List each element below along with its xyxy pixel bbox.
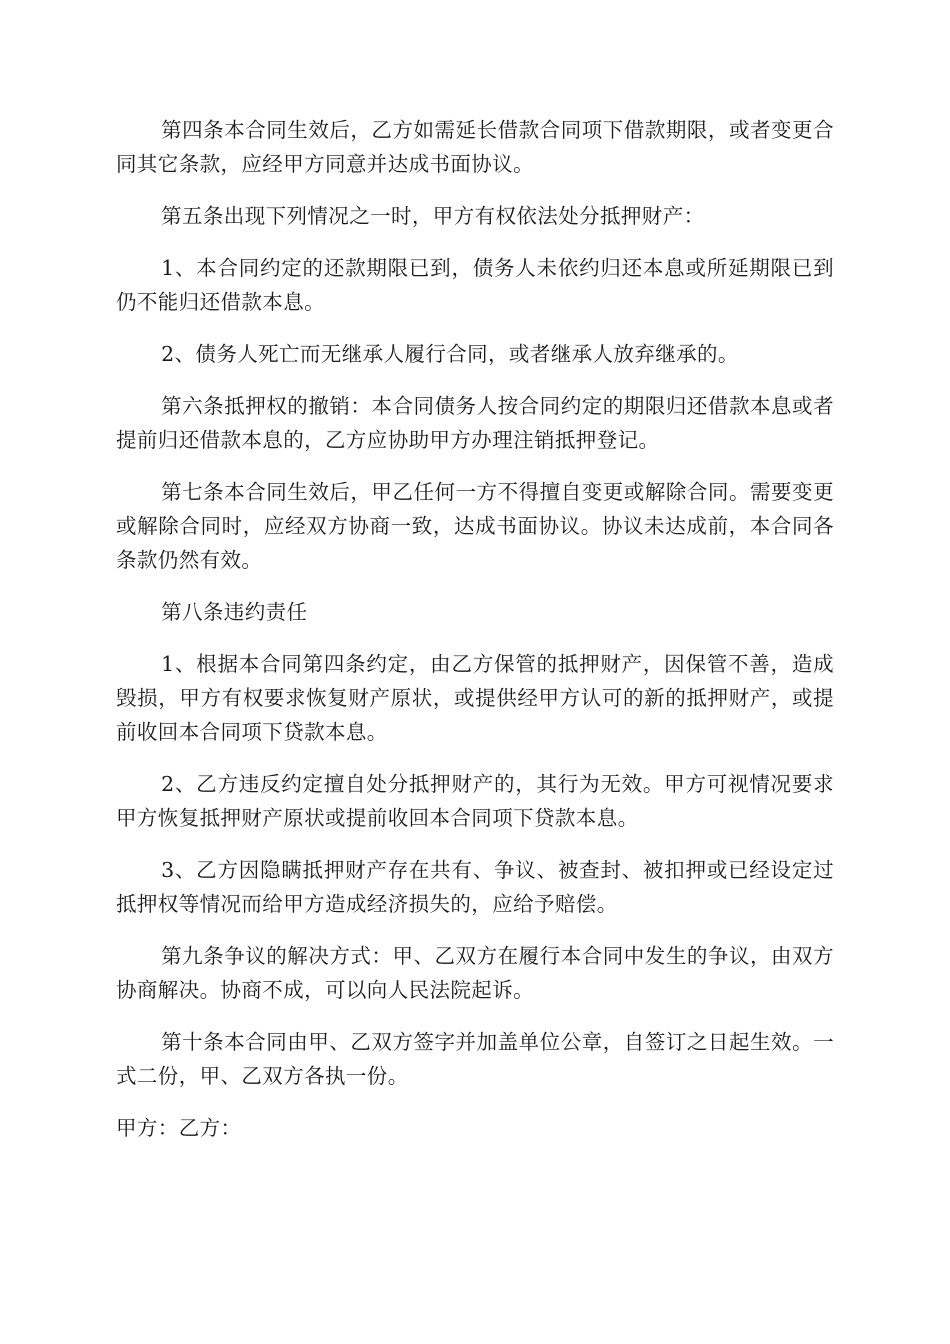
article-5-paragraph: 第五条出现下列情况之一时，甲方有权依法处分抵押财产：	[161, 204, 705, 228]
article-5-item-2: 2、债务人死亡而无继承人履行合同，或者继承人放弃继承的。	[161, 342, 739, 366]
document-page	[116, 113, 834, 1163]
article-8-item-1: 1、根据本合同第四条约定，由乙方保管的抵押财产，因保管不善，造成毁损，甲方有权要求恢复财产原状，或提供经甲方认可的新的抵押财产，或提前收回本合同项下贷款本息。	[116, 652, 834, 744]
article-8-item-2: 2、乙方违反约定擅自处分抵押财产的，其行为无效。甲方可视情况要求甲方恢复抵押财产原状或提前收回本合同项下贷款本息。	[116, 772, 834, 830]
article-10-paragraph: 第十条本合同由甲、乙双方签字并加盖单位公章，自签订之日起生效。一式二份，甲、乙双方各执一份。	[116, 1030, 834, 1088]
article-9-paragraph: 第九条争议的解决方式：甲、乙双方在履行本合同中发生的争议，由双方协商解决。协商不成，可以向人民法院起诉。	[116, 944, 834, 1002]
article-8-item-3: 3、乙方因隐瞒抵押财产存在共有、争议、被查封、被扣押或已经设定过抵押权等情况而给甲方造成经济损失的，应给予赔偿。	[116, 858, 834, 916]
signature-line: 甲方：乙方：	[116, 1116, 242, 1140]
article-5-item-1: 1、本合同约定的还款期限已到，债务人未依约归还本息或所延期限已到仍不能归还借款本息。	[116, 256, 834, 314]
article-7-paragraph: 第七条本合同生效后，甲乙任何一方不得擅自变更或解除合同。需要变更或解除合同时，应经双方协商一致，达成书面协议。协议未达成前，本合同各条款仍然有效。	[116, 480, 834, 572]
article-8-heading: 第八条违约责任	[161, 600, 308, 624]
article-4-paragraph: 第四条本合同生效后，乙方如需延长借款合同项下借款期限，或者变更合同其它条款，应经甲方同意并达成书面协议。	[116, 118, 834, 176]
article-6-paragraph: 第六条抵押权的撤销：本合同债务人按合同约定的期限归还借款本息或者提前归还借款本息的，乙方应协助甲方办理注销抵押登记。	[116, 394, 834, 452]
